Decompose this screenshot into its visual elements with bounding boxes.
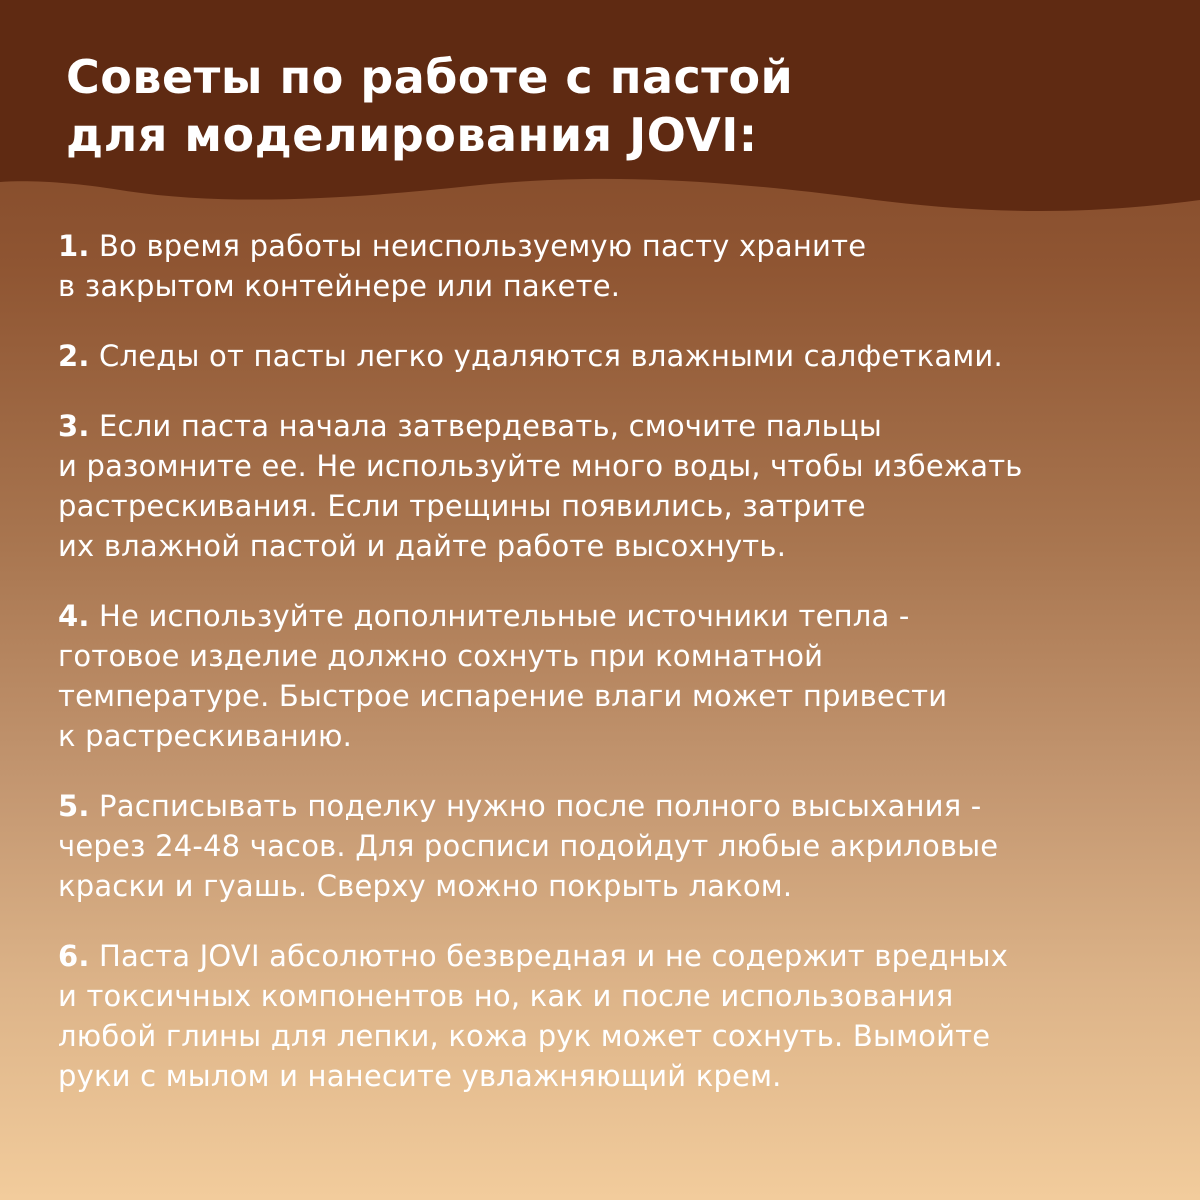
tip-line [58, 786, 1168, 826]
tip-number: 6. [58, 939, 90, 973]
tip-line [58, 596, 1168, 636]
tip-text: Следы от пасты легко удаляются влажными салфетками. [99, 339, 1003, 373]
tip-line [58, 406, 1168, 446]
tip-number: 1. [58, 229, 90, 263]
tip-text: Расписывать поделку нужно после полного высыхания - [99, 789, 982, 823]
tip-line: температуре. Быстрое испарение влаги может привести [58, 679, 948, 713]
tip-text: Если паста начала затвердевать, смочите пальцы [99, 409, 882, 443]
tip-line [58, 226, 1168, 266]
tip-line [58, 336, 1168, 376]
tip-line: руки с мылом и нанесите увлажняющий крем. [58, 1059, 782, 1093]
tip-number: 4. [58, 599, 90, 633]
tip-line: в закрытом контейнере или пакете. [58, 269, 621, 303]
tip-line: растрескивания. Если трещины появились, затрите [58, 489, 866, 523]
tip-line: краски и гуашь. Сверху можно покрыть лаком. [58, 869, 793, 903]
tip-text: Во время работы неиспользуемую пасту храните [99, 229, 867, 263]
tip-number: 5. [58, 789, 90, 823]
tip-number: 2. [58, 339, 90, 373]
tip-text: Паста JOVI абсолютно безвредная и не содержит вредных [99, 939, 1009, 973]
tip-line: их влажной пастой и дайте работе высохнуть. [58, 529, 787, 563]
tip-5 [58, 786, 1168, 906]
tip-text: Не используйте дополнительные источники тепла - [99, 599, 910, 633]
tip-2 [58, 336, 1168, 376]
tip-line: к растрескиванию. [58, 719, 353, 753]
tip-line: и токсичных компонентов но, как и после использования [58, 979, 954, 1013]
tip-4 [58, 596, 1168, 756]
tip-line: через 24-48 часов. Для росписи подойдут любые акриловые [58, 829, 999, 863]
tip-line: любой глины для лепки, кожа рук может сохнуть. Вымойте [58, 1019, 991, 1053]
tip-line [58, 936, 1168, 976]
tip-3 [58, 406, 1168, 566]
title-line-2: для моделирования JOVI: [66, 108, 758, 162]
tip-1 [58, 226, 1168, 306]
tip-number: 3. [58, 409, 90, 443]
tip-line: готовое изделие должно сохнуть при комнатной [58, 639, 824, 673]
tip-line: и разомните ее. Не используйте много воды, чтобы избежать [58, 449, 1023, 483]
tips-list [58, 226, 1168, 1126]
page-title [66, 48, 793, 164]
tip-6 [58, 936, 1168, 1096]
title-line-1: Советы по работе с пастой [66, 50, 794, 104]
